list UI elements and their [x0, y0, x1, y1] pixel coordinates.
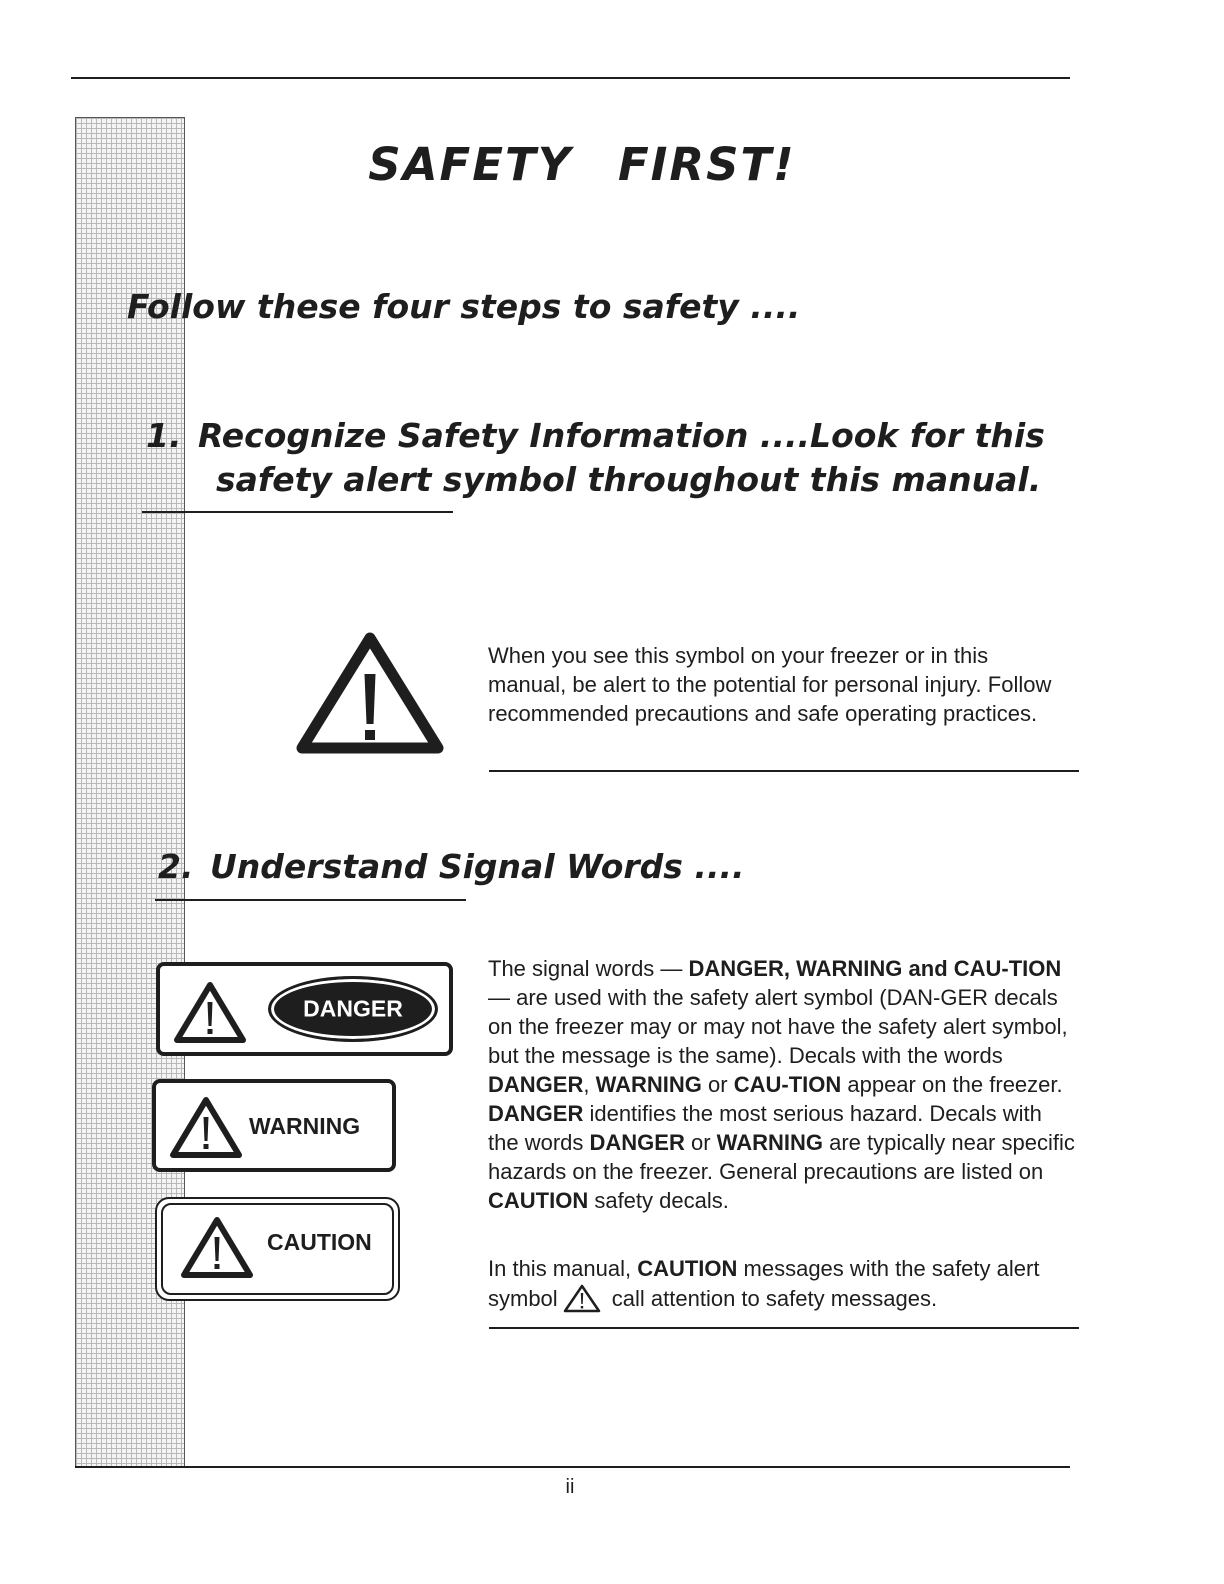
safety-alert-triangle-icon [296, 630, 444, 756]
text-run: call attention to safety messages. [605, 1286, 938, 1311]
step1-heading-underline [142, 511, 453, 513]
caution-label: CAUTION [267, 1229, 372, 1255]
page-subtitle: Follow these four steps to safety .... [127, 287, 801, 326]
text-run: or [701, 1072, 734, 1097]
bold-run: CAUTION [488, 1188, 589, 1213]
step1-heading [146, 414, 1045, 502]
bold-run: CAUTION [637, 1256, 738, 1281]
text-run: identifies the most serious hazard. Decals with the words [488, 1101, 1042, 1155]
text-run: In this manual, [488, 1256, 638, 1281]
page-title: SAFETY FIRST! [368, 138, 796, 191]
step1-heading-line1 [146, 414, 1045, 458]
bold-run: DANGER, WARNING and CAU-TION [688, 956, 1062, 981]
bold-run: DANGER [589, 1130, 685, 1155]
bold-run: DANGER [488, 1072, 584, 1097]
bottom-rule [75, 1466, 1070, 1468]
bold-run: WARNING [716, 1130, 823, 1155]
step1-divider [489, 770, 1079, 772]
step1-heading-line2: safety alert symbol throughout this manual. [216, 460, 1042, 499]
top-rule [71, 77, 1070, 79]
danger-label: DANGER [303, 995, 403, 1022]
danger-label-pill [268, 976, 438, 1042]
text-run: The signal words — [488, 956, 689, 981]
danger-decal [156, 962, 453, 1056]
inline-safety-alert-icon [562, 1283, 602, 1313]
caution-decal [155, 1197, 400, 1301]
text-run: are typically near specific hazards on the freezer. General precautions are listed on [488, 1130, 1075, 1184]
text-run: — are used with the safety alert symbol (DAN-GER decals on the freezer may or may not have the safety alert symbol, but the message is the same). Decals with the words [488, 985, 1068, 1068]
step2-heading [158, 845, 745, 889]
step2-number: 2. [158, 847, 194, 886]
warning-decal [152, 1079, 396, 1172]
step2-heading-text: Understand Signal Words .... [210, 847, 745, 886]
step2-divider [489, 1327, 1079, 1329]
page-number: ii [565, 1476, 575, 1498]
warning-triangle-icon [173, 980, 247, 1044]
text-run: appear on the freezer. [841, 1072, 1063, 1097]
signal-words-paragraph [488, 954, 1078, 1215]
warning-label: WARNING [249, 1113, 361, 1139]
bold-run: WARNING [595, 1072, 702, 1097]
step2-heading-underline [155, 899, 466, 901]
warning-triangle-icon [169, 1095, 243, 1159]
text-run: safety decals. [588, 1188, 729, 1213]
step1-heading-text1: Recognize Safety Information ....Look for this [198, 416, 1045, 455]
bold-run: CAU-TION [733, 1072, 842, 1097]
step1-description: When you see this symbol on your freezer or in this manual, be alert to the potential for personal injury. Follow recommended precautions and safe operating practices. [488, 643, 1052, 726]
text-run: , [583, 1072, 596, 1097]
warning-triangle-icon [180, 1215, 254, 1279]
text-run: messages with the safety alert symbol [488, 1256, 1040, 1311]
bold-run: DANGER [488, 1101, 584, 1126]
step1-number: 1. [146, 416, 182, 455]
caution-messages-paragraph [488, 1254, 1078, 1313]
text-run: or [684, 1130, 717, 1155]
